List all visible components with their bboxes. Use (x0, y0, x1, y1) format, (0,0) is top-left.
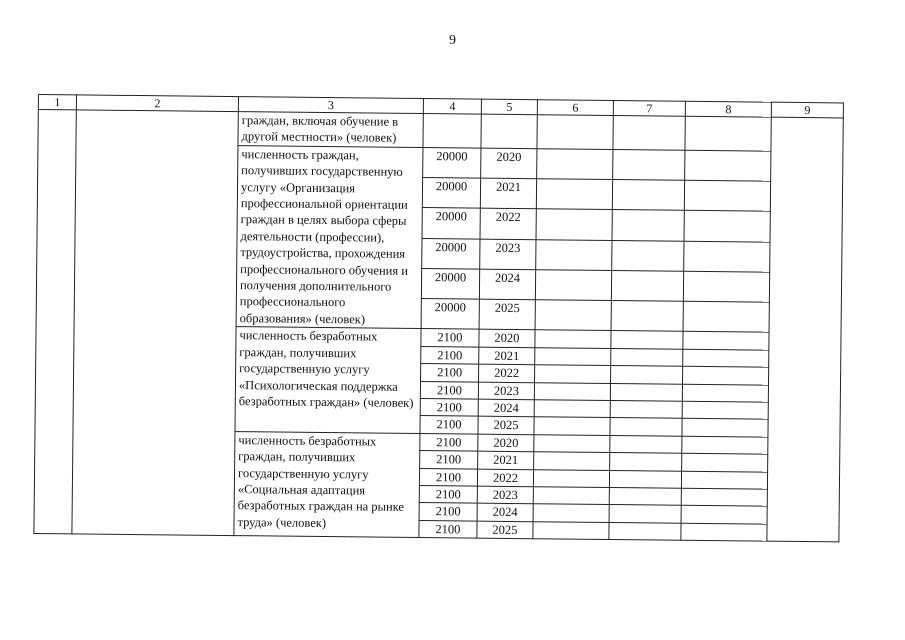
empty-cell (610, 453, 682, 471)
year-cell: 2022 (479, 364, 535, 382)
empty-cell (533, 521, 609, 539)
value-cell: 20000 (423, 147, 481, 178)
value-cell: 2100 (420, 398, 478, 416)
year-cell: 2020 (479, 329, 535, 347)
header-cell: 7 (613, 101, 685, 117)
empty-cell (535, 365, 611, 383)
empty-cell (535, 300, 611, 331)
empty-cell (610, 418, 682, 436)
year-cell: 2021 (480, 178, 536, 209)
value-cell: 2100 (420, 416, 478, 434)
value-cell: 20000 (422, 208, 480, 239)
value-cell: 2100 (420, 433, 478, 451)
value-cell: 20000 (422, 178, 480, 209)
empty-cell (682, 384, 768, 402)
value-cell: 2100 (419, 520, 477, 538)
empty-cell (684, 241, 770, 272)
empty-cell (681, 471, 767, 489)
empty-cell (612, 210, 684, 241)
value-cell: 20000 (421, 299, 479, 330)
value-cell: 2100 (421, 329, 479, 347)
indicator-description: численность граждан, получивших государственную услугу «Организация профессиональной ориентации граждан в целях выбора сферы деятельности (профессии), трудоустройства, прохождения профессионального обучения и получения дополнительного профессионального образования» (человек) (236, 145, 423, 328)
header-cell: 1 (38, 95, 76, 110)
value-cell: 2100 (419, 485, 477, 503)
header-cell: 6 (537, 100, 613, 116)
year-cell: 2025 (477, 521, 533, 539)
header-cell: 8 (685, 101, 771, 117)
value-cell: 2100 (420, 381, 478, 399)
year-cell: 2023 (480, 239, 536, 270)
empty-cell (681, 488, 767, 506)
empty-cell (682, 453, 768, 471)
empty-cell (610, 400, 682, 418)
empty-cell (610, 435, 682, 453)
value-cell: 2100 (419, 503, 477, 521)
year-cell: 2024 (477, 503, 533, 521)
continuation-description: граждан, включая обучение в другой местности» (человек) (238, 112, 423, 148)
column-2-cell (72, 110, 238, 536)
empty-cell (682, 436, 768, 454)
empty-cell (536, 209, 612, 240)
empty-cell (684, 211, 770, 242)
year-cell: 2021 (479, 347, 535, 365)
empty-cell (611, 366, 683, 384)
empty-cell (609, 487, 681, 505)
empty-cell (682, 419, 768, 437)
value-cell: 2100 (421, 346, 479, 364)
year-cell: 2024 (478, 399, 534, 417)
empty-cell (613, 149, 685, 180)
header-cell: 4 (423, 99, 481, 115)
value-cell: 2100 (419, 468, 477, 486)
empty-cell (609, 505, 681, 523)
year-cell: 2025 (479, 299, 535, 330)
column-1-cell (34, 110, 76, 535)
value-cell: 20000 (421, 268, 479, 299)
empty-cell (534, 452, 610, 470)
value-cell (423, 114, 481, 148)
empty-cell (610, 383, 682, 401)
empty-cell (536, 239, 612, 270)
empty-cell (611, 348, 683, 366)
empty-cell (685, 150, 771, 181)
indicator-description: численность безработных граждан, получивших государственную услугу «Психологическая поддержка безработных граждан» (человек) (235, 327, 421, 433)
empty-cell (609, 522, 681, 540)
indicators-table (33, 94, 844, 543)
empty-cell (685, 116, 771, 151)
empty-cell (682, 401, 768, 419)
header-cell: 3 (238, 97, 423, 114)
year-cell: 2021 (478, 451, 534, 469)
column-9-cell (767, 117, 843, 542)
empty-cell (613, 116, 685, 151)
empty-cell (612, 180, 684, 211)
page-number: 9 (449, 33, 456, 48)
indicator-description: численность безработных граждан, получивших государственную услугу «Социальная адаптация безработных граждан на рынке труда» (человек) (234, 431, 420, 537)
empty-cell (537, 149, 613, 180)
empty-cell (611, 300, 683, 331)
year-cell: 2022 (477, 469, 533, 487)
empty-cell (533, 504, 609, 522)
value-cell: 20000 (422, 238, 480, 269)
empty-cell (533, 469, 609, 487)
empty-cell (535, 347, 611, 365)
year-cell: 2020 (481, 148, 537, 179)
empty-cell (535, 269, 611, 300)
empty-cell (684, 180, 770, 211)
year-cell: 2020 (478, 434, 534, 452)
empty-cell (534, 434, 610, 452)
empty-cell (681, 506, 767, 524)
empty-cell (612, 240, 684, 271)
continuation-row (38, 110, 843, 152)
empty-cell (683, 301, 769, 332)
value-cell: 2100 (421, 364, 479, 382)
table-container (33, 94, 844, 543)
empty-cell (683, 366, 769, 384)
empty-cell (534, 417, 610, 435)
header-cell: 5 (481, 99, 537, 115)
empty-cell (611, 270, 683, 301)
empty-cell (534, 400, 610, 418)
year-cell: 2024 (479, 269, 535, 300)
empty-cell (611, 331, 683, 349)
empty-cell (536, 179, 612, 210)
year-cell: 2022 (480, 208, 536, 239)
empty-cell (683, 332, 769, 350)
empty-cell (683, 349, 769, 367)
empty-cell (533, 487, 609, 505)
empty-cell (681, 523, 767, 541)
year-cell: 2025 (478, 416, 534, 434)
empty-cell (535, 330, 611, 348)
value-cell: 2100 (420, 451, 478, 469)
year-cell: 2023 (478, 382, 534, 400)
year-cell: 2023 (477, 486, 533, 504)
empty-cell (683, 271, 769, 302)
header-cell: 9 (771, 102, 843, 118)
empty-cell (609, 470, 681, 488)
empty-cell (534, 382, 610, 400)
header-cell: 2 (76, 95, 238, 112)
year-cell (481, 114, 537, 148)
empty-cell (537, 115, 613, 150)
